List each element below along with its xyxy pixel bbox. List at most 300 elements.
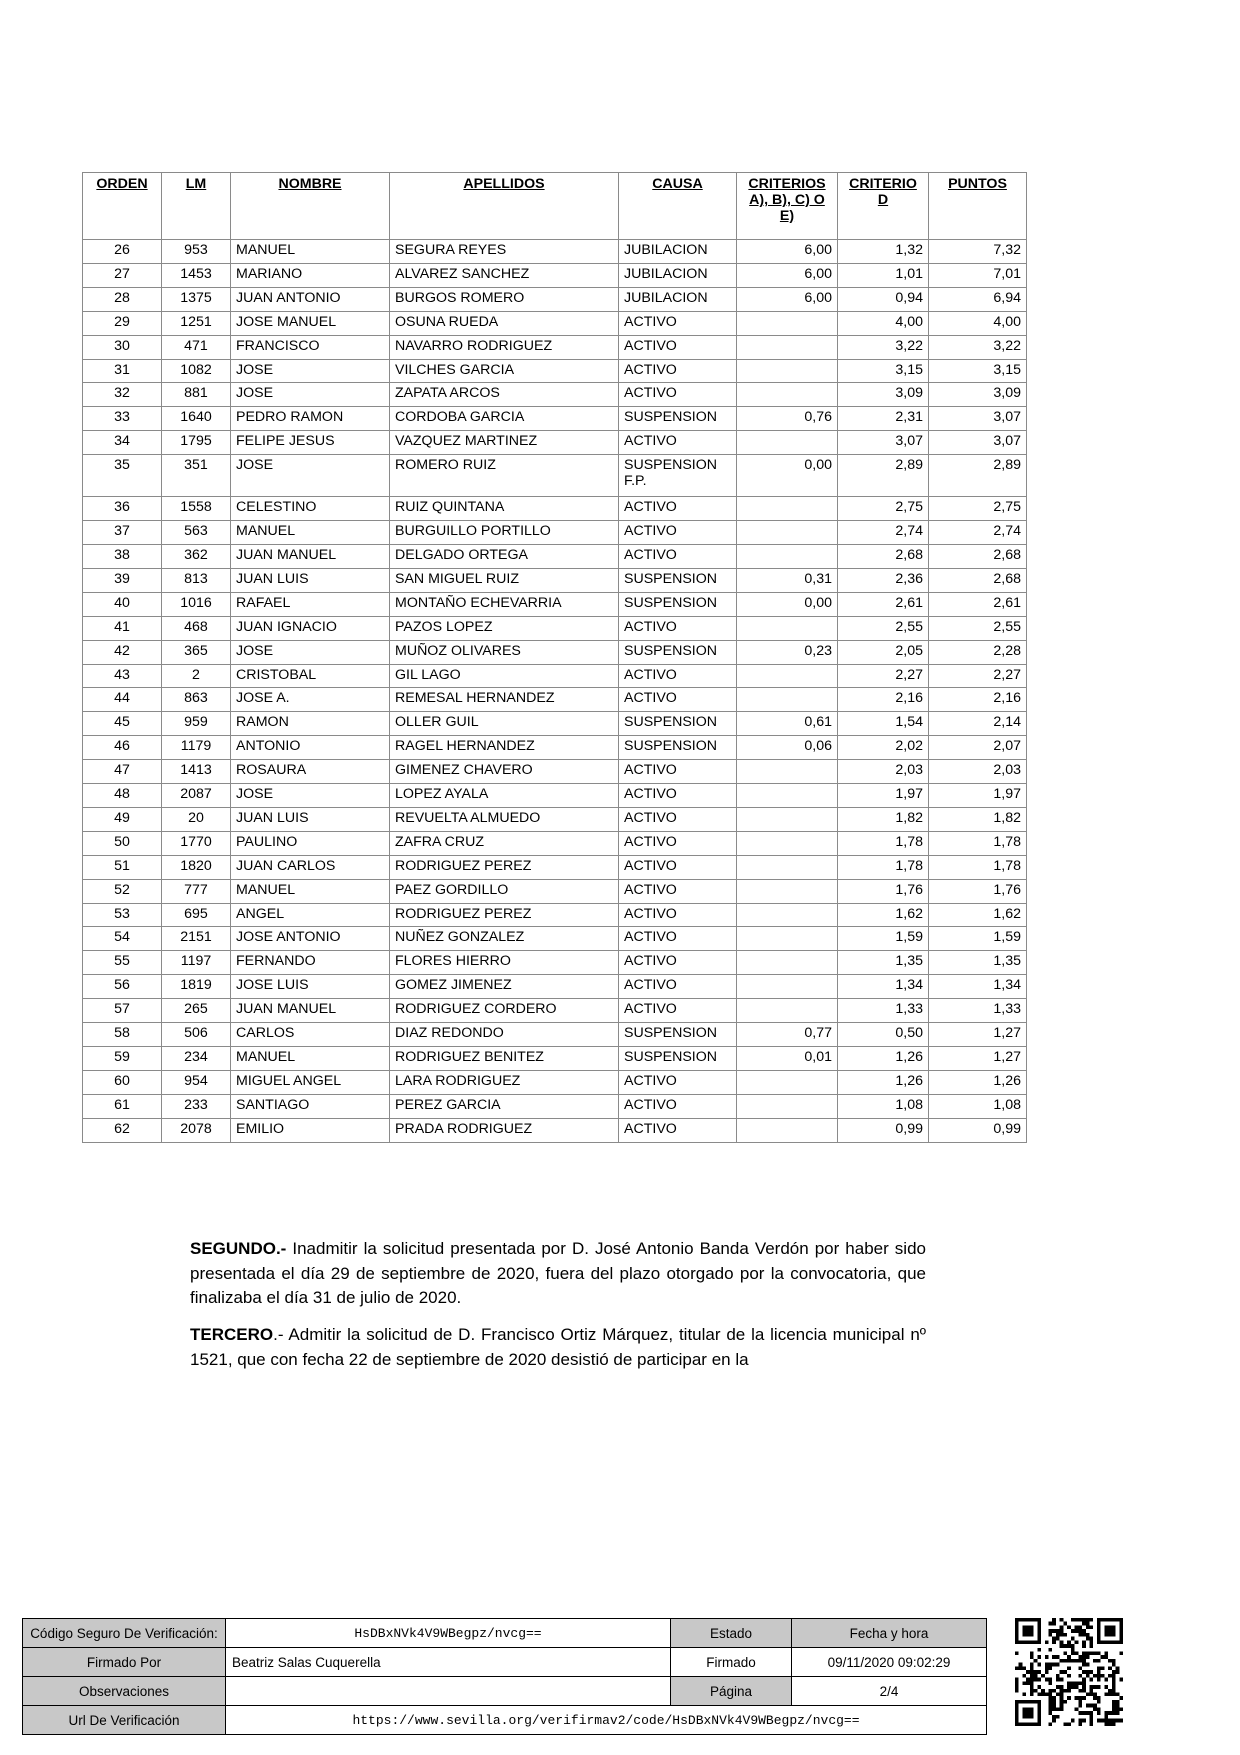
cell-puntos: 1,62 [929,903,1027,927]
cell-lm: 1820 [162,855,231,879]
table-row [83,383,1027,407]
cell-nombre: MANUEL [231,1047,390,1071]
column-header-puntos: PUNTOS [929,173,1027,240]
cell-orden: 32 [83,383,162,407]
cell-apellidos: NAVARRO RODRIGUEZ [390,335,619,359]
table-row [83,927,1027,951]
cell-nombre: JOSE MANUEL [231,311,390,335]
cell-nombre: JOSE [231,455,390,497]
table-row [83,999,1027,1023]
cell-criterios: 0,31 [737,568,838,592]
cell-orden: 38 [83,544,162,568]
cell-orden: 40 [83,592,162,616]
cell-orden: 55 [83,951,162,975]
cell-nombre: JUAN ANTONIO [231,287,390,311]
cell-causa: ACTIVO [619,807,737,831]
table-row [83,951,1027,975]
cell-puntos: 3,09 [929,383,1027,407]
cell-apellidos: RODRIGUEZ PEREZ [390,855,619,879]
table-row [83,497,1027,521]
cell-causa: ACTIVO [619,831,737,855]
cell-criterio-d: 2,27 [838,664,929,688]
cell-causa: ACTIVO [619,497,737,521]
table-row [83,240,1027,264]
table-row [83,455,1027,497]
verification-table [22,1618,987,1735]
table-row [83,1047,1027,1071]
cell-apellidos: LOPEZ AYALA [390,784,619,808]
table-body [83,240,1027,1143]
cell-causa: JUBILACION [619,240,737,264]
cell-causa: ACTIVO [619,664,737,688]
cell-nombre: CELESTINO [231,497,390,521]
cell-criterio-d: 1,26 [838,1070,929,1094]
table-row [83,688,1027,712]
cell-nombre: PAULINO [231,831,390,855]
cell-criterios [737,359,838,383]
cell-puntos: 2,55 [929,616,1027,640]
cell-nombre: JOSE [231,383,390,407]
cell-criterios: 6,00 [737,287,838,311]
cell-orden: 43 [83,664,162,688]
cell-nombre: JUAN LUIS [231,568,390,592]
pagina-label: Página [671,1677,792,1706]
cell-causa: SUSPENSION F.P. [619,455,737,497]
cell-criterio-d: 3,09 [838,383,929,407]
cell-puntos: 1,34 [929,975,1027,999]
cell-apellidos: ZAFRA CRUZ [390,831,619,855]
cell-nombre: FERNANDO [231,951,390,975]
table-row [83,1118,1027,1142]
cell-criterios [737,311,838,335]
verification-row-csv [23,1619,987,1648]
column-header-criterios: CRITERIOS A), B), C) O E) [737,173,838,240]
cell-criterios: 0,00 [737,592,838,616]
cell-criterio-d: 1,59 [838,927,929,951]
cell-orden: 50 [83,831,162,855]
cell-causa: SUSPENSION [619,736,737,760]
cell-puntos: 3,15 [929,359,1027,383]
cell-puntos: 2,74 [929,521,1027,545]
cell-criterios [737,999,838,1023]
cell-causa: SUSPENSION [619,640,737,664]
cell-apellidos: GIL LAGO [390,664,619,688]
cell-apellidos: PRADA RODRIGUEZ [390,1118,619,1142]
cell-orden: 28 [83,287,162,311]
cell-lm: 1082 [162,359,231,383]
cell-criterios [737,664,838,688]
cell-criterio-d: 2,61 [838,592,929,616]
table-row [83,903,1027,927]
cell-puntos: 1,27 [929,1023,1027,1047]
cell-criterios [737,831,838,855]
cell-nombre: FELIPE JESUS [231,431,390,455]
table-row [83,568,1027,592]
cell-apellidos: REVUELTA ALMUEDO [390,807,619,831]
cell-lm: 1770 [162,831,231,855]
cell-lm: 1413 [162,760,231,784]
cell-criterio-d: 2,02 [838,736,929,760]
cell-puntos: 2,89 [929,455,1027,497]
cell-orden: 30 [83,335,162,359]
cell-puntos: 2,68 [929,568,1027,592]
cell-nombre: MANUEL [231,879,390,903]
verification-row-firmado [23,1648,987,1677]
cell-lm: 1453 [162,263,231,287]
cell-apellidos: PEREZ GARCIA [390,1094,619,1118]
pagina-value: 2/4 [792,1677,987,1706]
url-value: https://www.sevilla.org/verifirmav2/code/HsDBxNVk4V9WBegpz/nvcg== [226,1706,987,1735]
cell-puntos: 1,82 [929,807,1027,831]
cell-causa: ACTIVO [619,521,737,545]
cell-puntos: 2,14 [929,712,1027,736]
cell-puntos: 2,28 [929,640,1027,664]
cell-puntos: 3,07 [929,407,1027,431]
cell-lm: 954 [162,1070,231,1094]
cell-criterio-d: 0,99 [838,1118,929,1142]
paragraph-tercero-text: .- Admitir la solicitud de D. Francisco Ortiz Márquez, titular de la licencia municipal nº 1521, que con fecha 22 de septiembre de 2020 desistió de participar en la [190,1325,926,1369]
cell-apellidos: RODRIGUEZ CORDERO [390,999,619,1023]
table-row [83,592,1027,616]
cell-orden: 62 [83,1118,162,1142]
cell-puntos: 1,27 [929,1047,1027,1071]
cell-nombre: JOSE LUIS [231,975,390,999]
ranking-table [82,172,1027,1143]
table-row [83,311,1027,335]
paragraph-segundo-text: Inadmitir la solicitud presentada por D. José Antonio Banda Verdón por haber sido presentada el día 29 de septiembre de 2020, fuera del plazo otorgado por la convocatoria, que finalizaba el día 31 de julio de 2020. [190,1239,926,1308]
cell-orden: 36 [83,497,162,521]
cell-lm: 881 [162,383,231,407]
cell-criterio-d: 2,16 [838,688,929,712]
cell-orden: 46 [83,736,162,760]
cell-nombre: EMILIO [231,1118,390,1142]
cell-criterios [737,1094,838,1118]
cell-puntos: 0,99 [929,1118,1027,1142]
cell-causa: ACTIVO [619,1118,737,1142]
cell-criterios [737,903,838,927]
cell-criterios: 0,61 [737,712,838,736]
cell-nombre: ROSAURA [231,760,390,784]
cell-orden: 37 [83,521,162,545]
cell-puntos: 3,22 [929,335,1027,359]
cell-criterio-d: 2,74 [838,521,929,545]
verification-footer-inner [22,1618,1218,1735]
firmado-value: Beatriz Salas Cuquerella [226,1648,671,1677]
cell-causa: JUBILACION [619,287,737,311]
cell-criterios: 0,00 [737,455,838,497]
cell-criterios [737,760,838,784]
cell-causa: ACTIVO [619,855,737,879]
cell-criterio-d: 1,54 [838,712,929,736]
cell-lm: 1640 [162,407,231,431]
table-row [83,855,1027,879]
cell-puntos: 1,33 [929,999,1027,1023]
column-header-apellidos: APELLIDOS [390,173,619,240]
cell-criterio-d: 2,03 [838,760,929,784]
cell-apellidos: GIMENEZ CHAVERO [390,760,619,784]
cell-lm: 1016 [162,592,231,616]
table-row [83,616,1027,640]
cell-orden: 34 [83,431,162,455]
cell-orden: 48 [83,784,162,808]
cell-apellidos: PAZOS LOPEZ [390,616,619,640]
cell-orden: 49 [83,807,162,831]
cell-causa: ACTIVO [619,311,737,335]
ranking-table-container [82,172,1021,1143]
cell-nombre: JOSE [231,640,390,664]
cell-puntos: 7,01 [929,263,1027,287]
cell-orden: 41 [83,616,162,640]
cell-criterios [737,1070,838,1094]
cell-causa: ACTIVO [619,688,737,712]
cell-puntos: 1,76 [929,879,1027,903]
cell-apellidos: RAGEL HERNANDEZ [390,736,619,760]
cell-criterios [737,879,838,903]
firmado-estado: Firmado [671,1648,792,1677]
cell-orden: 58 [83,1023,162,1047]
cell-lm: 2151 [162,927,231,951]
table-row [83,431,1027,455]
cell-causa: ACTIVO [619,999,737,1023]
cell-criterio-d: 1,62 [838,903,929,927]
cell-lm: 362 [162,544,231,568]
cell-criterio-d: 2,75 [838,497,929,521]
cell-apellidos: CORDOBA GARCIA [390,407,619,431]
table-row [83,879,1027,903]
cell-nombre: MANUEL [231,521,390,545]
cell-nombre: PEDRO RAMON [231,407,390,431]
cell-lm: 1179 [162,736,231,760]
cell-apellidos: MONTAÑO ECHEVARRIA [390,592,619,616]
table-row [83,784,1027,808]
cell-lm: 1197 [162,951,231,975]
table-row [83,736,1027,760]
table-row [83,1023,1027,1047]
cell-lm: 20 [162,807,231,831]
cell-lm: 365 [162,640,231,664]
cell-apellidos: ROMERO RUIZ [390,455,619,497]
cell-criterio-d: 4,00 [838,311,929,335]
cell-puntos: 1,78 [929,855,1027,879]
csv-label: Código Seguro De Verificación: [23,1619,226,1648]
cell-causa: ACTIVO [619,951,737,975]
cell-criterio-d: 1,26 [838,1047,929,1071]
cell-puntos: 1,78 [929,831,1027,855]
table-row [83,1094,1027,1118]
cell-lm: 953 [162,240,231,264]
cell-criterio-d: 1,78 [838,855,929,879]
cell-causa: SUSPENSION [619,712,737,736]
cell-apellidos: ALVAREZ SANCHEZ [390,263,619,287]
cell-criterio-d: 1,34 [838,975,929,999]
table-row [83,640,1027,664]
paragraph-tercero-label: TERCERO [190,1325,274,1344]
cell-causa: ACTIVO [619,760,737,784]
cell-criterio-d: 2,89 [838,455,929,497]
cell-causa: ACTIVO [619,975,737,999]
cell-orden: 57 [83,999,162,1023]
column-header-orden: ORDEN [83,173,162,240]
cell-orden: 56 [83,975,162,999]
cell-orden: 44 [83,688,162,712]
cell-lm: 468 [162,616,231,640]
cell-orden: 42 [83,640,162,664]
cell-criterios: 0,06 [737,736,838,760]
fecha-value: 09/11/2020 09:02:29 [792,1648,987,1677]
cell-puntos: 4,00 [929,311,1027,335]
cell-nombre: MARIANO [231,263,390,287]
fecha-label: Fecha y hora [792,1619,987,1648]
cell-lm: 959 [162,712,231,736]
cell-causa: ACTIVO [619,431,737,455]
url-label: Url De Verificación [23,1706,226,1735]
verification-row-url [23,1706,987,1735]
cell-criterios [737,544,838,568]
cell-criterios [737,784,838,808]
cell-nombre: JUAN LUIS [231,807,390,831]
cell-causa: ACTIVO [619,383,737,407]
cell-nombre: RAFAEL [231,592,390,616]
cell-apellidos: MUÑOZ OLIVARES [390,640,619,664]
cell-criterio-d: 1,82 [838,807,929,831]
cell-apellidos: OSUNA RUEDA [390,311,619,335]
cell-apellidos: PAEZ GORDILLO [390,879,619,903]
cell-lm: 471 [162,335,231,359]
cell-apellidos: NUÑEZ GONZALEZ [390,927,619,951]
cell-criterio-d: 3,07 [838,431,929,455]
cell-criterio-d: 2,31 [838,407,929,431]
cell-puntos: 7,32 [929,240,1027,264]
cell-lm: 2 [162,664,231,688]
cell-puntos: 6,94 [929,287,1027,311]
table-row [83,831,1027,855]
cell-lm: 813 [162,568,231,592]
cell-criterio-d: 1,32 [838,240,929,264]
cell-puntos: 1,26 [929,1070,1027,1094]
cell-apellidos: GOMEZ JIMENEZ [390,975,619,999]
cell-criterio-d: 2,05 [838,640,929,664]
cell-criterios [737,975,838,999]
column-header-causa: CAUSA [619,173,737,240]
cell-orden: 31 [83,359,162,383]
cell-lm: 351 [162,455,231,497]
cell-lm: 1558 [162,497,231,521]
cell-orden: 53 [83,903,162,927]
cell-criterios: 6,00 [737,240,838,264]
cell-puntos: 2,16 [929,688,1027,712]
cell-nombre: FRANCISCO [231,335,390,359]
cell-criterio-d: 2,55 [838,616,929,640]
cell-puntos: 3,07 [929,431,1027,455]
cell-causa: SUSPENSION [619,1047,737,1071]
cell-criterios: 0,23 [737,640,838,664]
cell-orden: 51 [83,855,162,879]
table-row [83,287,1027,311]
cell-criterios: 6,00 [737,263,838,287]
cell-orden: 61 [83,1094,162,1118]
cell-orden: 27 [83,263,162,287]
cell-orden: 47 [83,760,162,784]
cell-apellidos: ZAPATA ARCOS [390,383,619,407]
cell-apellidos: SEGURA REYES [390,240,619,264]
cell-nombre: JUAN MANUEL [231,544,390,568]
estado-label: Estado [671,1619,792,1648]
table-row [83,760,1027,784]
cell-criterios [737,688,838,712]
cell-apellidos: BURGUILLO PORTILLO [390,521,619,545]
cell-criterios [737,335,838,359]
cell-criterios [737,927,838,951]
cell-criterios [737,855,838,879]
cell-lm: 234 [162,1047,231,1071]
table-row [83,544,1027,568]
cell-lm: 265 [162,999,231,1023]
cell-nombre: ANTONIO [231,736,390,760]
cell-puntos: 2,75 [929,497,1027,521]
qr-code-icon [1015,1618,1123,1726]
cell-orden: 59 [83,1047,162,1071]
cell-criterios [737,1118,838,1142]
cell-apellidos: SAN MIGUEL RUIZ [390,568,619,592]
table-row [83,335,1027,359]
cell-orden: 29 [83,311,162,335]
cell-nombre: CARLOS [231,1023,390,1047]
cell-criterios: 0,77 [737,1023,838,1047]
cell-orden: 45 [83,712,162,736]
cell-causa: ACTIVO [619,616,737,640]
table-header-row [83,173,1027,240]
cell-criterio-d: 1,76 [838,879,929,903]
column-header-lm: LM [162,173,231,240]
cell-apellidos: LARA RODRIGUEZ [390,1070,619,1094]
cell-puntos: 2,68 [929,544,1027,568]
cell-puntos: 2,61 [929,592,1027,616]
cell-orden: 35 [83,455,162,497]
cell-nombre: JUAN MANUEL [231,999,390,1023]
table-row [83,664,1027,688]
cell-criterios [737,951,838,975]
cell-causa: ACTIVO [619,1094,737,1118]
cell-criterio-d: 3,15 [838,359,929,383]
cell-criterio-d: 1,01 [838,263,929,287]
cell-orden: 33 [83,407,162,431]
table-row [83,359,1027,383]
cell-criterio-d: 2,68 [838,544,929,568]
cell-apellidos: RUIZ QUINTANA [390,497,619,521]
cell-puntos: 1,97 [929,784,1027,808]
cell-nombre: JUAN IGNACIO [231,616,390,640]
cell-apellidos: DELGADO ORTEGA [390,544,619,568]
cell-criterio-d: 0,94 [838,287,929,311]
cell-nombre: MANUEL [231,240,390,264]
cell-lm: 2087 [162,784,231,808]
cell-criterios [737,616,838,640]
cell-lm: 1819 [162,975,231,999]
cell-causa: ACTIVO [619,903,737,927]
cell-nombre: CRISTOBAL [231,664,390,688]
table-row [83,1070,1027,1094]
csv-value: HsDBxNVk4V9WBegpz/nvcg== [226,1619,671,1648]
cell-criterios [737,383,838,407]
cell-nombre: JOSE ANTONIO [231,927,390,951]
cell-orden: 60 [83,1070,162,1094]
cell-criterio-d: 1,97 [838,784,929,808]
observaciones-label: Observaciones [23,1677,226,1706]
cell-puntos: 1,35 [929,951,1027,975]
table-row [83,407,1027,431]
cell-criterio-d: 1,33 [838,999,929,1023]
cell-apellidos: VAZQUEZ MARTINEZ [390,431,619,455]
